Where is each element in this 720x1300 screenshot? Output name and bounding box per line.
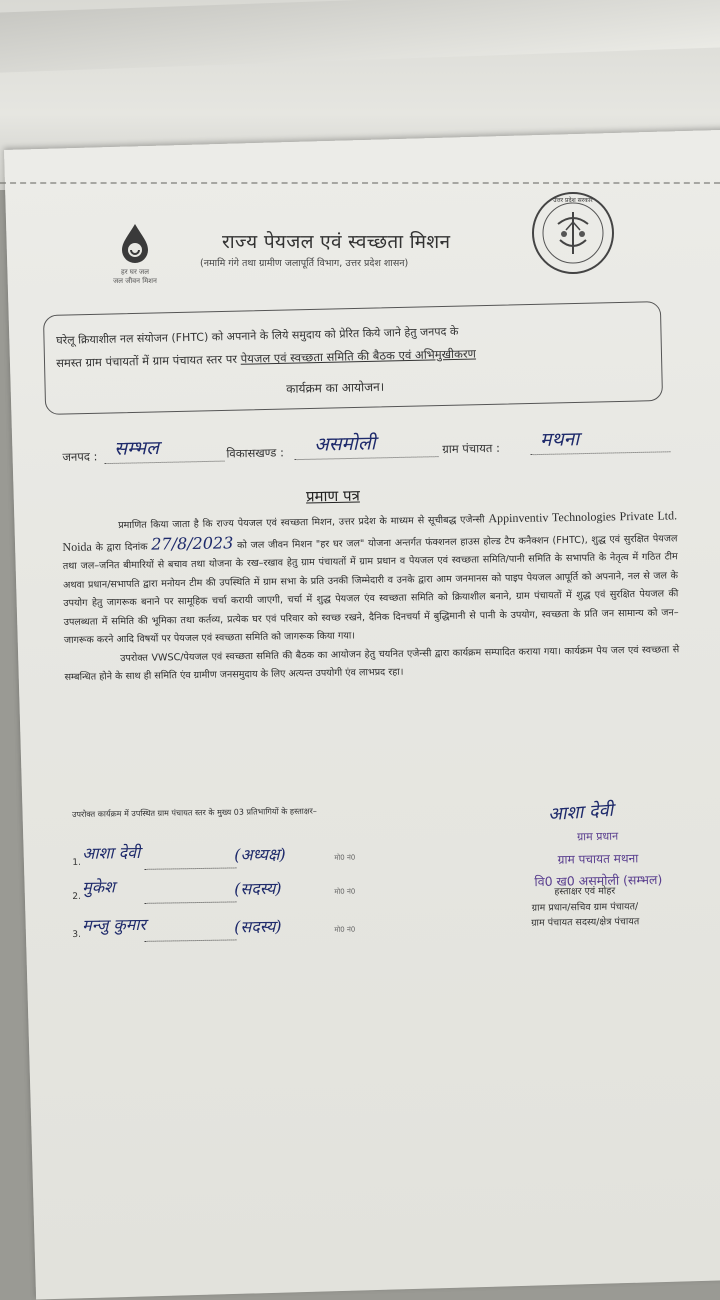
program-line-1: घरेलू क्रियाशील नल संयोजन (FHTC) को अपनाने के लिये समुदाय को प्रेरित किये जाने हेतु जनपद के: [56, 324, 459, 347]
signature-line: [144, 939, 236, 941]
stamp-line-3: वि0 ख0 असमोली (सम्भल): [534, 871, 663, 890]
mobile-label: मो0 नं0: [334, 925, 356, 934]
water-drop-icon: [118, 222, 152, 264]
agency-name: Appinventiv Technologies Private Ltd. Noida: [62, 508, 678, 554]
mission-subtitle: (नमामि गंगे तथा ग्रामीण जलापूर्ति विभाग, उत्तर प्रदेश शासन): [200, 258, 409, 269]
p1-text-a: प्रमाणित किया जाता है कि राज्य पेयजल एवं स्वच्छता मिशन, उत्तर प्रदेश के माध्यम से सूचीबद्ध एजेन्सी: [118, 514, 489, 532]
p1-text-b: के द्वारा दिनांक: [91, 541, 152, 554]
signature-line: [144, 867, 236, 869]
mission-title: राज्य पेयजल एवं स्वच्छता मिशन: [222, 231, 451, 253]
mobile-label: मो0 नं0: [334, 887, 356, 896]
certificate-paragraph-1: [62, 506, 679, 650]
location-fields: [62, 425, 672, 468]
handwritten-date: 27/8/2023: [151, 532, 234, 554]
certificate-paragraph-2: उपरोक्त VWSC/पेयजल एवं स्वच्छता समिति की बैठक का आयोजन हेतु चयनित एजेन्सी द्वारा कार्यक्रम सम्पादित कराया गया। कार्यक्रम पेय जल एवं स्वच्छता से सम्बन्धित होने के साथ ही समिति एंव ग्रामीण जनसमुदाय के लिए अत्यन्त उपयोगी एंव लाभप्रद रहा।: [64, 643, 680, 683]
program-line-3: कार्यक्रम का आयोजन।: [286, 379, 385, 396]
pradhan-signature: आशा देवी: [547, 799, 614, 826]
certificate-title: प्रमाण पत्र: [305, 486, 360, 506]
panchayat-line: [530, 451, 670, 455]
district-value: सम्भल: [114, 436, 160, 460]
program-line-2-prefix: समस्त ग्राम पंचायतों में ग्राम पंचायत स्तर पर: [56, 351, 238, 370]
signature-name: मन्जु कुमार: [82, 914, 147, 935]
block-value: असमोली: [313, 432, 376, 456]
mobile-label: मो0 नं0: [334, 853, 356, 862]
program-line-2-underlined: पेयजल एवं स्वच्छता समिति की बैठक एवं अभिमुखीकरण: [240, 346, 477, 366]
signature-row: [72, 909, 392, 948]
sign-label: हस्ताक्षर एवं मोहर: [554, 885, 616, 898]
signature-role: (अध्यक्ष): [234, 844, 286, 865]
sign-role-2: ग्राम पंचायत सदस्य/क्षेत्र पंचायत: [531, 916, 640, 929]
signature-name: मुकेश: [82, 877, 116, 897]
signature-name: आशा देवी: [82, 842, 141, 863]
row-number: 2.: [72, 891, 82, 902]
signature-role: (सदस्य): [234, 916, 282, 937]
up-government-emblem-icon: [530, 190, 616, 276]
signatory-info: [490, 883, 681, 932]
panchayat-label: ग्राम पंचायत :: [442, 440, 501, 457]
stamp-line-2: ग्राम पचायत मथना: [557, 851, 639, 867]
certificate-body: [62, 506, 680, 687]
representatives-intro: उपरोक्त कार्यक्रम में उपस्थित ग्राम पंचायत स्तर के मुख्य 03 प्रतिभागियों के हस्ताक्षर–: [72, 806, 317, 819]
stamp-line-1: ग्राम प्रधान: [576, 829, 619, 844]
emblem-text: उत्तर प्रदेश सरकार: [553, 197, 593, 204]
row-number: 3.: [72, 929, 82, 940]
block-label: विकासखण्ड :: [226, 445, 285, 461]
signature-line: [144, 901, 236, 903]
block-line: [294, 456, 438, 460]
signature-role: (सदस्य): [234, 878, 282, 899]
signature-row: [72, 837, 392, 876]
jal-jeevan-logo: [100, 222, 170, 294]
panchayat-value: मथना: [539, 428, 580, 451]
row-number: 1.: [72, 857, 82, 868]
signature-row: [72, 871, 392, 910]
p1-text-c: को जल जीवन मिशन "हर घर जल" योजना अन्तर्गत फंक्शनल हाउस होल्ड टैप कनैक्शन (FHTC), शुद्ध एवं सुरक्षित पेयजल तथा जल–जनित बीमारियों से बचाव तथा योजना के रख–रखाव हेतु ग्राम पंचायतों में ग्राम प्रधान व पेयजल एवं स्वच्छता समिति/पानी समिति के सभापति के नेतृत्व में गठित टीम अथवा प्रधान/सभापति द्वारा मनोयन टीम की उपस्थिति में ग्राम सभा के प्रति उनकी जिम्मेदारी व उनके द्वारा आम जनमानस को पाइप पेयजल आपूर्ति को अपनाने, नल से जल के उपयोग हेतु जागरूक बनाने पर सामूहिक चर्चा करायी जाएगी, चर्चा में शुद्ध पेयजल एंव स्वच्छता समिति को क्रियाशील बनाने, ग्राम पंचायतों में शुद्ध एवं सुरक्षित पेयजल की उपलब्धता में समिति की भूमिका तथा कर्तव्य, प्रत्येक घर एवं परिवार को स्वच्छ रखने, दैनिक दिनचर्या में बुद्धिमानी से पानी के उपयोग, स्वच्छता के प्रति जन सामान्य को जन–जागरूक करने आदि विषयों पर पेयजल एवं स्वच्छता समिति को जागरूक किया गया।: [62, 532, 679, 646]
sign-role-1: ग्राम प्रधान/सचिव ग्राम पंचायत/: [531, 900, 639, 914]
logo-caption: हर घर जल जल जीवन मिशन: [113, 268, 157, 285]
district-label: जनपद :: [62, 449, 98, 464]
district-line: [105, 461, 225, 465]
